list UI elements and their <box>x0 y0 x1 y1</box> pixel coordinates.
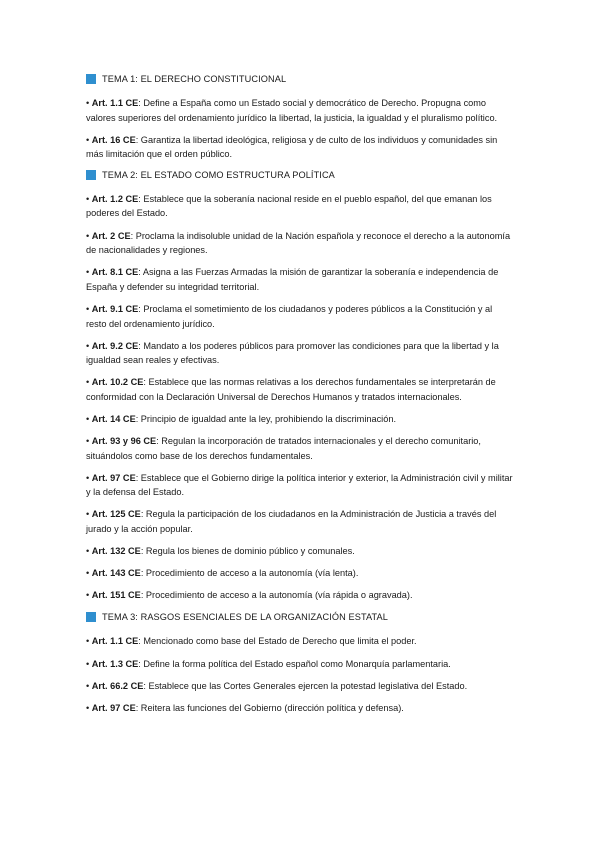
article-ref: Art. 2 CE <box>91 230 131 241</box>
list-item <box>86 192 515 221</box>
article-ref: Art. 1.2 CE <box>91 193 139 204</box>
article-text: : Mencionado como base del Estado de Derecho que limita el poder. <box>138 636 417 647</box>
bullet: • <box>86 636 90 647</box>
bullet: • <box>86 680 90 691</box>
article-text: : Regula los bienes de dominio público y comunales. <box>140 546 355 557</box>
list-item <box>86 412 515 427</box>
list-item <box>86 265 515 294</box>
bullet: • <box>86 230 90 241</box>
list-item <box>86 375 515 404</box>
bullet: • <box>86 702 90 713</box>
list-item <box>86 679 515 694</box>
article-text: : Procedimiento de acceso a la autonomía (vía lenta). <box>140 568 359 579</box>
article-ref: Art. 143 CE <box>91 568 141 579</box>
list-item <box>86 133 515 162</box>
article-text: : Proclama el sometimiento de los ciudadanos y poderes públicos a la Constitución y al resto del ordenamiento jurídico. <box>86 303 493 329</box>
list-item <box>86 588 515 603</box>
section-tema-3 <box>86 610 515 715</box>
article-text: : Establece que el Gobierno dirige la política interior y exterior, la Administración civil y militar y la defensa del Estado. <box>86 472 513 498</box>
blue-square-icon <box>86 170 96 180</box>
article-text: : Establece que las normas relativas a los derechos fundamentales se interpretarán de conformidad con la Declaración Universal de Derechos Humanos y tratados internacionales. <box>86 377 496 402</box>
section-heading <box>86 168 515 182</box>
article-ref: Art. 1.1 CE <box>91 98 139 108</box>
article-ref: Art. 151 CE <box>91 590 141 601</box>
list-item <box>86 544 515 559</box>
bullet: • <box>86 436 90 447</box>
article-text: : Principio de igualdad ante la ley, prohibiendo la discriminación. <box>135 414 396 424</box>
bullet: • <box>86 340 90 351</box>
article-text: : Regula la participación de los ciudadanos en la Administración de Justicia a través del jurado y la acción popular. <box>86 509 497 535</box>
bullet: • <box>86 568 90 579</box>
list-item <box>86 302 515 331</box>
article-text: : Proclama la indisoluble unidad de la Nación española y reconoce el derecho a la autonomía de nacionalidades y regiones. <box>86 230 511 256</box>
bullet: • <box>86 509 90 520</box>
article-ref: Art. 125 CE <box>91 509 141 520</box>
article-text: : Define la forma política del Estado español como Monarquía parlamentaria. <box>138 658 451 669</box>
article-ref: Art. 93 y 96 CE <box>91 436 157 447</box>
bullet: • <box>86 98 90 108</box>
article-ref: Art. 14 CE <box>91 414 136 424</box>
section-tema-2 <box>86 168 515 603</box>
section-tema-1 <box>86 72 515 162</box>
article-ref: Art. 97 CE <box>91 472 136 483</box>
article-ref: Art. 16 CE <box>91 134 136 145</box>
article-ref: Art. 97 CE <box>91 702 136 713</box>
article-ref: Art. 1.1 CE <box>91 636 139 647</box>
blue-square-icon <box>86 74 96 84</box>
list-item <box>86 229 515 258</box>
article-text: : Establece que las Cortes Generales ejercen la potestad legislativa del Estado. <box>143 680 468 691</box>
bullet: • <box>86 377 90 388</box>
bullet: • <box>86 303 90 314</box>
article-text: : Establece que la soberanía nacional reside en el pueblo español, del que emanan los poderes del Estado. <box>86 193 492 219</box>
article-text: : Reitera las funciones del Gobierno (dirección política y defensa). <box>135 702 404 713</box>
list-item <box>86 96 515 125</box>
article-text: : Mandato a los poderes públicos para promover las condiciones para que la libertad y la igualdad sean reales y efectivas. <box>86 340 499 366</box>
bullet: • <box>86 546 90 557</box>
bullet: • <box>86 134 90 145</box>
bullet: • <box>86 267 90 278</box>
article-ref: Art. 9.1 CE <box>91 303 139 314</box>
section-title: TEMA 2: EL ESTADO COMO ESTRUCTURA POLÍTICA <box>102 169 335 180</box>
article-ref: Art. 9.2 CE <box>91 340 139 351</box>
section-heading <box>86 72 515 86</box>
article-ref: Art. 1.3 CE <box>91 658 139 669</box>
list-item <box>86 657 515 672</box>
article-text: : Garantiza la libertad ideológica, religiosa y de culto de los individuos y comunidades sin más limitación que el orden público. <box>86 134 498 160</box>
article-text: : Regulan la incorporación de tratados internacionales y el derecho comunitario, situándolos como base de los derechos fundamentales. <box>86 436 481 461</box>
article-text: : Asigna a las Fuerzas Armadas la misión de garantizar la soberanía e independencia de España y defender su integridad territorial. <box>86 267 499 292</box>
bullet: • <box>86 472 90 483</box>
list-item <box>86 471 515 500</box>
article-ref: Art. 132 CE <box>91 546 141 557</box>
bullet: • <box>86 414 90 424</box>
bullet: • <box>86 590 90 601</box>
list-item <box>86 434 515 463</box>
bullet: • <box>86 193 90 204</box>
bullet: • <box>86 658 90 669</box>
section-title: TEMA 1: EL DERECHO CONSTITUCIONAL <box>102 74 287 84</box>
list-item <box>86 634 515 649</box>
article-ref: Art. 10.2 CE <box>91 377 144 388</box>
article-text: : Define a España como un Estado social y democrático de Derecho. Propugna como valores superiores del ordenamiento jurídico la libertad, la justicia, la igualdad y el pluralismo político. <box>86 98 498 123</box>
list-item <box>86 701 515 716</box>
section-heading <box>86 610 515 624</box>
article-text: : Procedimiento de acceso a la autonomía (vía rápida o agravada). <box>140 590 413 601</box>
list-item <box>86 507 515 536</box>
list-item <box>86 566 515 581</box>
article-ref: Art. 66.2 CE <box>91 680 144 691</box>
list-item <box>86 339 515 368</box>
article-ref: Art. 8.1 CE <box>91 267 139 278</box>
section-title: TEMA 3: RASGOS ESENCIALES DE LA ORGANIZACIÓN ESTATAL <box>102 612 388 623</box>
blue-square-icon <box>86 612 96 622</box>
